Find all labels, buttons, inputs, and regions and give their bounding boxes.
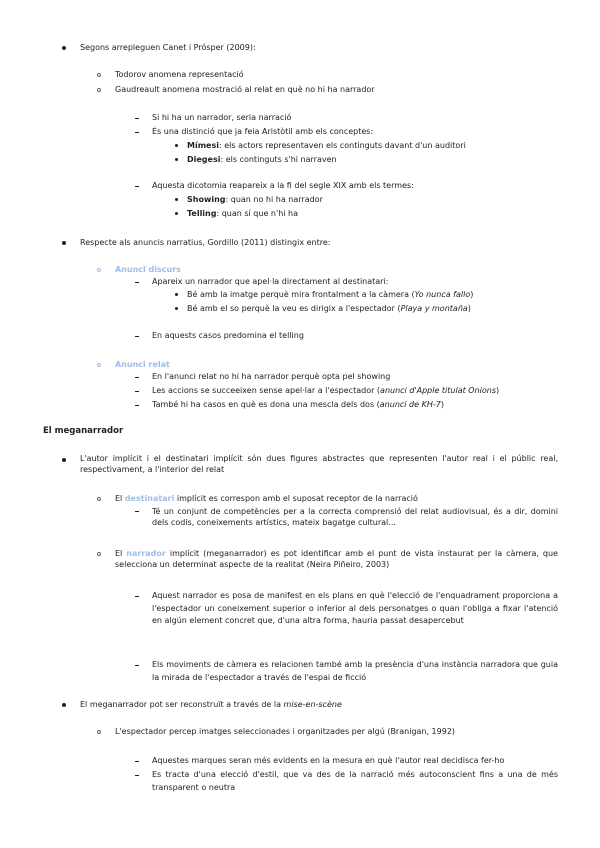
list-item: Gaudreault anomena mostració al relat en què no hi ha narrador: [115, 85, 375, 94]
bullet-dot: [62, 458, 66, 462]
list-item: Showing: quan no hi ha narrador: [187, 195, 323, 204]
bullet-dot: [62, 241, 66, 245]
bullet-dot: [175, 293, 178, 296]
list-item: Bé amb la imatge perquè mira frontalment a la càmera (Yo nunca fallo): [187, 290, 474, 299]
dash-bullet: [135, 761, 139, 762]
subheading: Anunci relat: [115, 360, 170, 369]
bullet-circle: [97, 730, 101, 734]
bullet-circle: [97, 73, 101, 77]
dash-bullet: [135, 377, 139, 378]
bullet-dot: [175, 212, 178, 215]
list-item: El meganarrador pot ser reconstruït a través de la mise-en-scène: [80, 700, 342, 709]
list-item: Aquesta dicotomia reapareix a la fi del segle XIX amb els termes:: [152, 181, 414, 190]
list-item: En l'anunci relat no hi ha narrador perquè opta pel showing: [152, 372, 391, 381]
list-item: Telling: quan sí que n'hi ha: [187, 209, 298, 218]
bullet-circle: [97, 552, 101, 556]
list-item: Mímesi: els actors representaven els continguts davant d'un auditori: [187, 141, 466, 150]
list-item: És una distinció que ja feia Aristòtil amb els conceptes:: [152, 127, 374, 136]
dash-bullet: [135, 118, 139, 119]
list-item: En aquests casos predomina el telling: [152, 331, 304, 340]
bullet-dot: [175, 307, 178, 310]
bullet-circle: [97, 88, 101, 92]
subheading: Anunci discurs: [115, 265, 181, 274]
dash-bullet: [135, 282, 139, 283]
list-item: Té un conjunt de competències per a la correcta comprensió del relat audiovisual, és a dir, domini dels codis, coneixements artístics, mateix bagatge cultural...: [152, 507, 558, 527]
list-item: L'autor implícit i el destinatari implícit són dues figures abstractes que representen l'autor real i el públic real, respectivament, a l'interior del relat: [80, 454, 558, 474]
list-item: Bé amb el so perquè la veu es dirigix a l'espectador (Playa y montaña): [187, 304, 471, 313]
dash-bullet: [135, 665, 139, 666]
bullet-circle: [97, 497, 101, 501]
bullet-dot: [175, 144, 178, 147]
list-item: El destinatari implícit es correspon amb el suposat receptor de la narració: [115, 494, 418, 503]
bullet-dot: [62, 46, 66, 50]
dash-bullet: [135, 336, 139, 337]
list-item: Les accions se succeeixen sense apel·lar a l'espectador (anunci d'Apple titulat Onions): [152, 386, 500, 395]
bullet-dot: [175, 158, 178, 161]
dash-bullet: [135, 391, 139, 392]
list-item: Aquest narrador es posa de manifest en els plans en què l'elecció de l'enquadrament proporciona a l'espectador un coneixement superior o inferior al dels personatges o quan l'obliga a fixar l'atenció en algún element concret que, d'una altra forma, hauria passat desapercebut: [152, 591, 558, 625]
list-item: Apareix un narrador que apel·la directament al destinatari:: [152, 277, 389, 286]
bullet-circle: [97, 363, 101, 367]
list-item: Segons arrepleguen Canet i Prósper (2009):: [80, 43, 256, 52]
section-heading: El meganarrador: [43, 426, 124, 436]
dash-bullet: [135, 596, 139, 597]
bullet-circle: [97, 268, 101, 272]
list-item: Diegesi: els continguts s'hi narraven: [187, 155, 337, 164]
dash-bullet: [135, 132, 139, 133]
bullet-dot: [62, 703, 66, 707]
list-item: Es tracta d'una elecció d'estil, que va des de la narració més autoconscient fins a una de més transparent o neutra: [152, 770, 558, 792]
list-item: El narrador implícit (meganarrador) es pot identificar amb el punt de vista instaurat per la càmera, que selecciona un determinat aspecte de la realitat (Neira Piñeiro, 2003): [115, 549, 558, 569]
dash-bullet: [135, 511, 139, 512]
dash-bullet: [135, 405, 139, 406]
dash-bullet: [135, 775, 139, 776]
list-item: Els moviments de càmera es relacionen també amb la presència d'una instància narradora que guia la mirada de l'espectador a través de l'espai de ficció: [152, 660, 558, 682]
dash-bullet: [135, 186, 139, 187]
list-item: Todorov anomena representació: [115, 70, 244, 79]
list-item: L'espectador percep imatges seleccionades i organitzades per algú (Branigan, 1992): [115, 727, 456, 736]
list-item: Aquestes marques seran més evidents en la mesura en què l'autor real decidisca fer-ho: [152, 756, 505, 765]
list-item: Respecte als anuncis narratius, Gordillo (2011) distingix entre:: [80, 238, 331, 247]
list-item: Si hi ha un narrador, seria narració: [152, 113, 292, 122]
bullet-dot: [175, 198, 178, 201]
list-item: També hi ha casos en què es dona una mescla dels dos (anunci de KH-7): [152, 400, 444, 409]
